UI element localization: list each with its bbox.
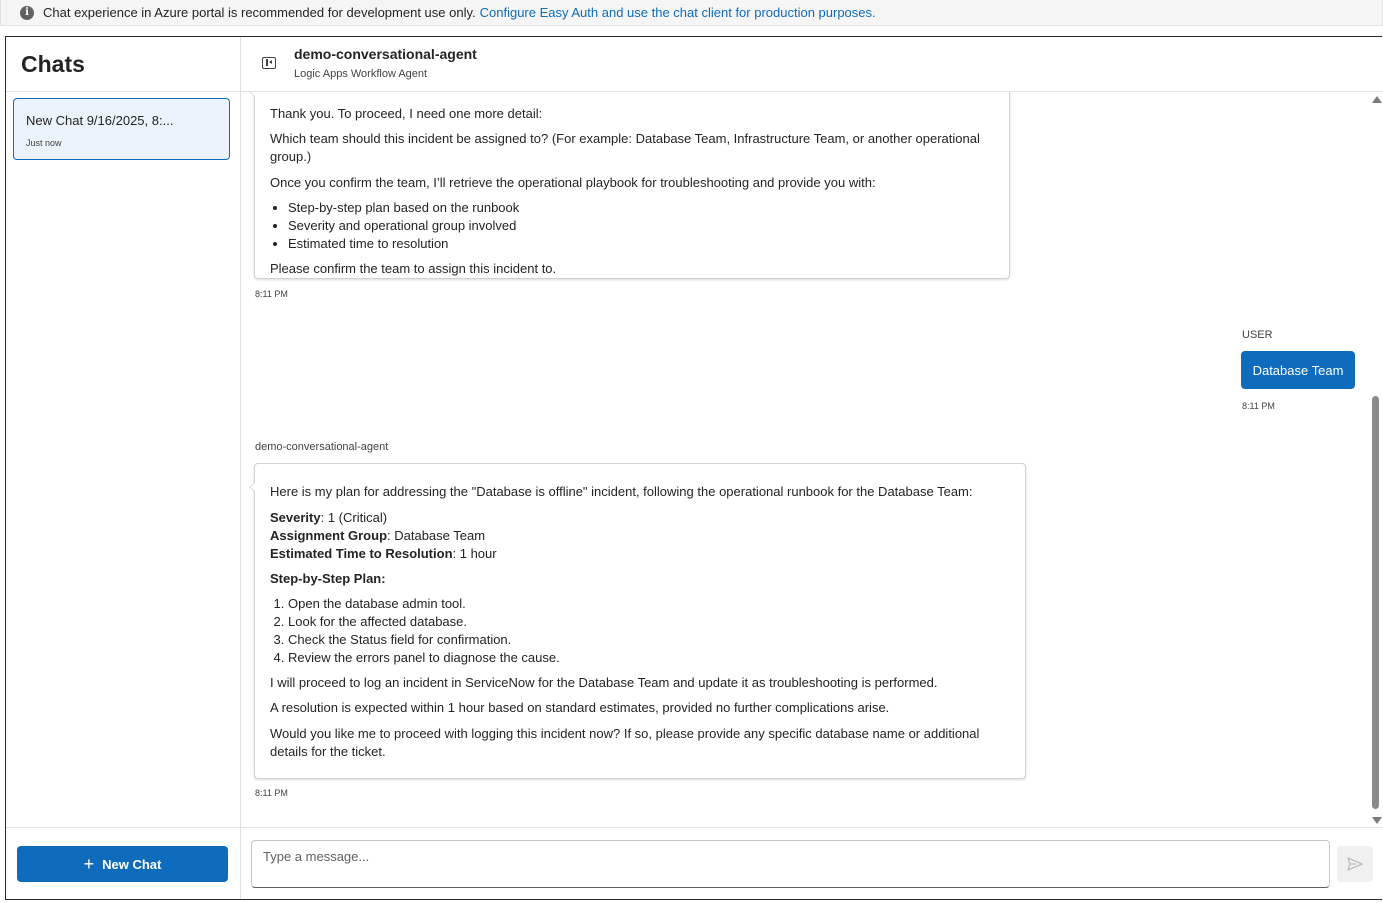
chat-item-title: New Chat 9/16/2025, 8:... [26,113,174,128]
sidebar-title: Chats [21,50,85,77]
eta-line [270,545,1010,563]
list-item: 2. Look for the affected database. [288,613,1010,631]
assignment-value: : Database Team [387,528,486,543]
scroll-up-arrow[interactable] [1372,96,1382,103]
message-text: Which team should this incident be assigned to? (For example: Database Team, Infrastructure Team, or another operational group.) [270,131,980,164]
info-icon: i [20,6,34,20]
scrollbar[interactable] [1369,92,1383,827]
info-banner [0,0,1383,26]
agent-name: demo-conversational-agent [294,46,477,62]
sender-label: demo-conversational-agent [255,441,389,453]
sidebar-header [6,37,240,92]
severity-label: Severity [270,510,321,525]
message-input[interactable] [251,840,1330,888]
list-item: 4. Review the errors panel to diagnose the cause. [288,649,1010,667]
banner-text: Chat experience in Azure portal is recommended for development use only. [43,5,476,20]
message-text: Please confirm the team to assign this incident to. [270,261,557,276]
chat-app [5,36,1382,900]
message-composer [240,827,1383,900]
chat-main [240,37,1383,899]
plan-heading: Step-by-Step Plan: [270,571,386,586]
send-button[interactable] [1337,846,1373,882]
message-text: Thank you. To proceed, I need one more detail: [270,106,543,121]
severity-line [270,509,1010,527]
bullet-list [270,199,994,253]
message-timestamp: 8:11 PM [1242,401,1275,411]
chat-list-item[interactable] [13,98,230,160]
message-text: Once you confirm the team, I’ll retrieve the operational playbook for troubleshooting and provide you with: [270,175,876,190]
message-text: I will proceed to log an incident in ServiceNow for the Database Team and update it as troubleshooting is performed. [270,675,938,690]
list-item: 3. Check the Status field for confirmation. [288,631,1010,649]
eta-label: Estimated Time to Resolution [270,546,453,561]
new-chat-label: New Chat [102,856,162,872]
agent-subtitle: Logic Apps Workflow Agent [294,68,428,80]
message-timestamp: 8:11 PM [255,289,288,299]
banner-link[interactable]: Configure Easy Auth and use the chat client for production purposes. [479,5,876,20]
agent-message [254,463,1026,779]
bubble-pointer [249,482,255,492]
message-text: Database Team [1252,362,1344,378]
message-text: Would you like me to proceed with logging this incident now? If so, please provide any specific database name or additional details for the ticket. [270,726,980,759]
user-message [1241,351,1355,389]
severity-value: : 1 (Critical) [320,510,388,525]
step-list [270,595,1010,667]
list-item: • Step-by-step plan based on the runbook [288,199,994,217]
sidebar-footer [6,827,240,900]
message-text: Here is my plan for addressing the "Database is offline" incident, following the operational runbook for the Database Team: [270,484,973,499]
list-item: 1. Open the database admin tool. [288,595,1010,613]
chat-sidebar [6,37,241,899]
list-item: • Severity and operational group involved [288,217,994,235]
bubble-pointer [249,92,255,97]
scroll-down-arrow[interactable] [1372,817,1382,824]
assignment-line [270,527,1010,545]
eta-value: : 1 hour [452,546,497,561]
chat-header [240,37,1383,92]
assignment-label: Assignment Group [270,528,388,543]
scroll-thumb[interactable] [1372,396,1379,809]
send-icon [1347,857,1363,871]
message-list [240,92,1383,827]
message-timestamp: 8:11 PM [255,788,288,798]
chat-item-time: Just now [26,138,62,148]
list-item: • Estimated time to resolution [288,235,994,253]
message-text: A resolution is expected within 1 hour based on standard estimates, provided no further complications arise. [270,700,890,715]
collapse-sidebar-icon[interactable] [262,57,276,69]
plus-icon: + [83,854,95,874]
agent-message [254,92,1010,279]
new-chat-button[interactable] [17,846,228,882]
sender-label: USER [1242,329,1273,341]
